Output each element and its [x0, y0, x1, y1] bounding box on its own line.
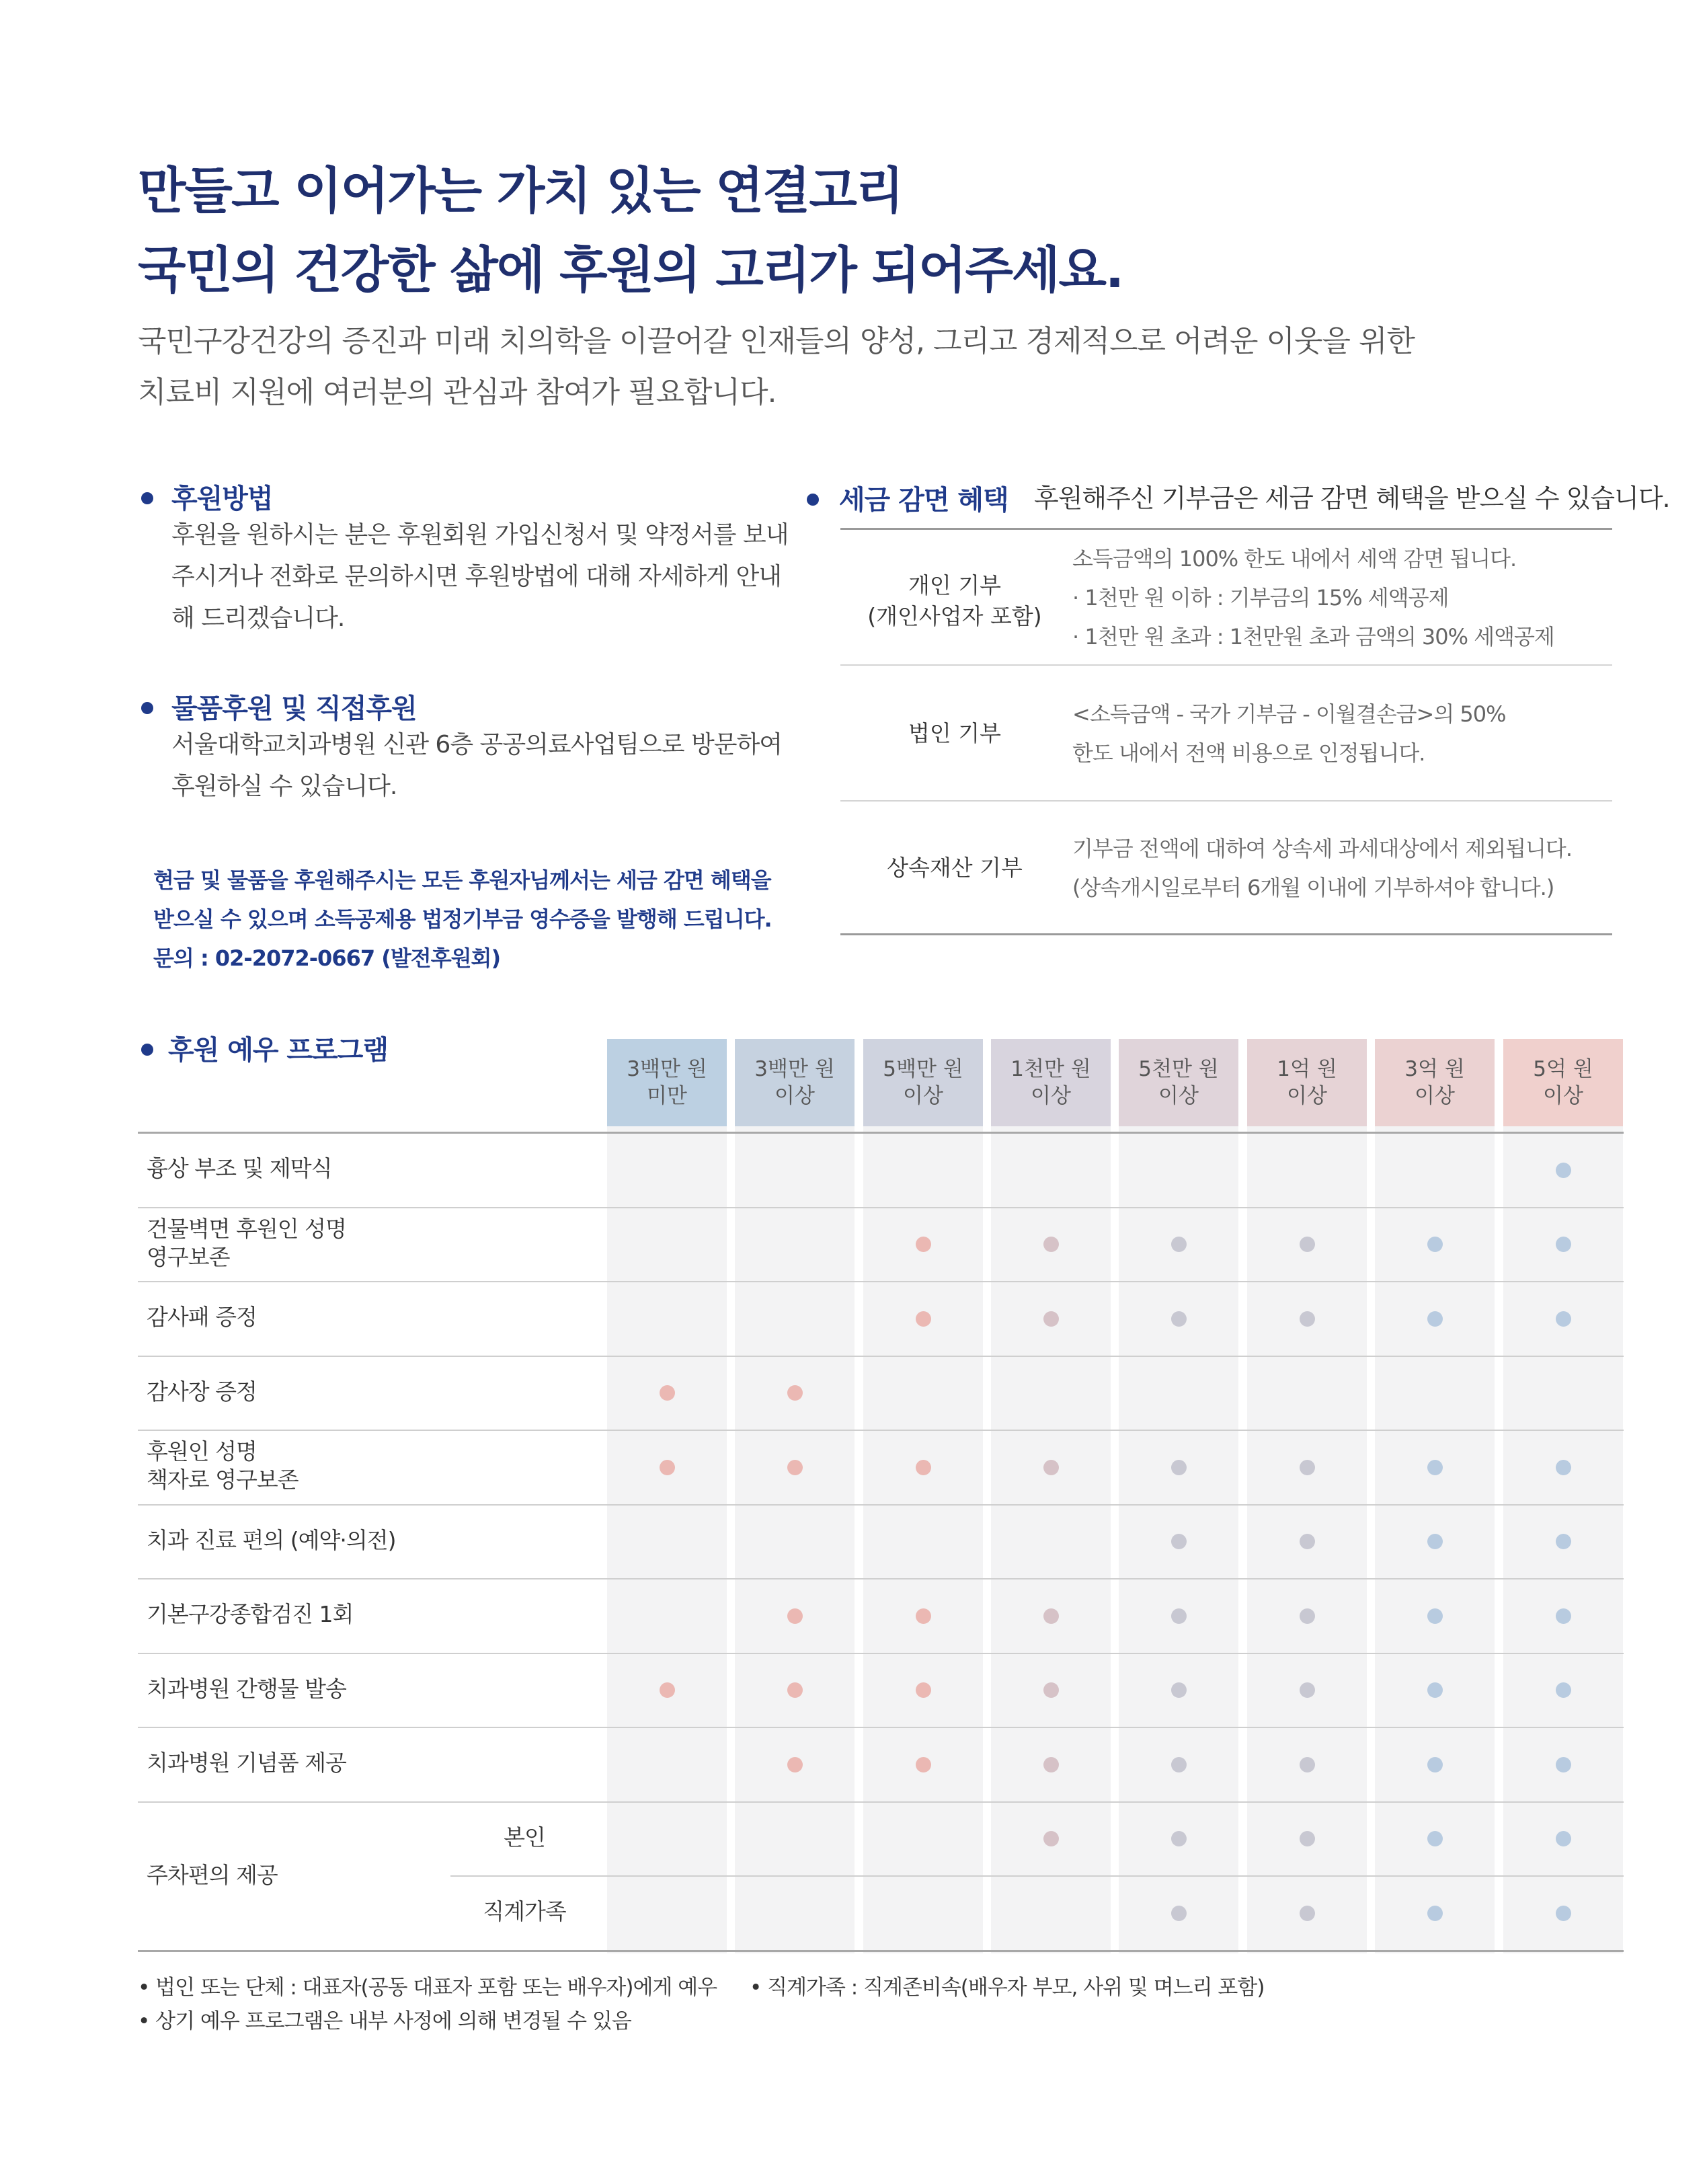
- intro-line-1: 국민구강건강의 증진과 미래 치의학을 이끌어갈 인재들의 양성, 그리고 경제적으로 어려운 이웃을 위한: [138, 324, 1415, 358]
- tax-desc-line: · 1천만 원 초과 : 1천만원 초과 금액의 30% 세액공제: [1072, 624, 1554, 650]
- tier-header-text: [627, 1056, 707, 1109]
- method-body: [171, 514, 789, 639]
- tax-desc-line: (상속개시일로부터 6개월 이내에 기부하셔야 합니다.): [1072, 875, 1554, 900]
- footnote-1: • 법인 또는 단체 : 대표자(공동 대표자 포함 또는 배우자)에게 예우: [138, 1976, 717, 2000]
- benefit-dot-marker: [1043, 1682, 1059, 1698]
- table-row-divider: [138, 1356, 1624, 1357]
- tax-desc-line: 소득금액의 100% 한도 내에서 세액 감면 됩니다.: [1072, 546, 1517, 572]
- benefit-row-label: [147, 1155, 332, 1183]
- tax-row-divider: [840, 664, 1612, 666]
- benefit-row-label: [147, 1303, 257, 1331]
- benefit-dot-marker: [1427, 1608, 1443, 1624]
- benefit-dot-marker: [1556, 1906, 1571, 1921]
- tier-header: [1503, 1039, 1623, 1126]
- benefit-row-label: [147, 1749, 346, 1777]
- tier-header: [607, 1039, 727, 1126]
- program-table-top-rule: [138, 1132, 1624, 1134]
- tax-desc-line: 기부금 전액에 대하여 상속세 과세대상에서 제외됩니다.: [1072, 836, 1573, 861]
- method-title: 후원방법: [171, 483, 273, 514]
- benefit-dot-marker: [1171, 1534, 1187, 1549]
- benefit-dot-marker: [916, 1311, 931, 1327]
- benefit-dot-marker: [1300, 1311, 1315, 1327]
- benefit-dot-marker: [1043, 1831, 1059, 1846]
- benefit-label-line: 감사패 증정: [147, 1304, 257, 1331]
- tier-header: [863, 1039, 983, 1126]
- benefit-dot-marker: [916, 1757, 931, 1772]
- bullet-icon: [141, 1044, 153, 1056]
- tier-header-text: [1277, 1056, 1337, 1109]
- parking-sub-text: 직계가족: [483, 1898, 566, 1925]
- benefit-dot-marker: [787, 1608, 803, 1624]
- benefit-dot-marker: [1171, 1831, 1187, 1846]
- tax-label-line: 개인 기부: [908, 572, 1001, 598]
- tier-header-text: [883, 1056, 963, 1109]
- benefit-dot-marker: [1171, 1237, 1187, 1252]
- footnote-2: • 직계가족 : 직계존비속(배우자 부모, 사위 및 며느리 포함): [750, 1976, 1265, 2000]
- benefit-dot-marker: [1556, 1534, 1571, 1549]
- benefit-dot-marker: [1043, 1311, 1059, 1327]
- benefit-dot-marker: [1556, 1237, 1571, 1252]
- tier-qualifier: 이상: [1031, 1084, 1071, 1108]
- table-row-divider: [138, 1430, 1624, 1431]
- benefit-dot-marker: [1556, 1311, 1571, 1327]
- benefit-dot-marker: [1300, 1534, 1315, 1549]
- tax-table-bottom-rule: [840, 933, 1612, 935]
- program-title: 후원 예우 프로그램: [168, 1035, 388, 1066]
- tier-amount: 1억 원: [1277, 1057, 1337, 1081]
- tier-qualifier: 이상: [903, 1084, 943, 1108]
- benefit-dot-marker: [1556, 1682, 1571, 1698]
- tier-amount: 5천만 원: [1138, 1057, 1219, 1081]
- benefit-label-line: 감사장 증정: [147, 1378, 257, 1405]
- tier-qualifier: 이상: [775, 1084, 815, 1108]
- benefit-label-line: 흉상 부조 및 제막식: [147, 1155, 332, 1182]
- tier-header-text: [1010, 1056, 1090, 1109]
- tax-label-line: 법인 기부: [908, 720, 1001, 746]
- benefit-dot-marker: [1043, 1757, 1059, 1772]
- tier-header-text: [1138, 1056, 1218, 1109]
- goods-line-2: 후원하실 수 있습니다.: [171, 773, 397, 800]
- tax-row-inheritance-label: [840, 853, 1069, 884]
- tier-amount: 3백만 원: [754, 1057, 835, 1081]
- benefit-dot-marker: [1556, 1831, 1571, 1846]
- benefit-dot-marker: [916, 1237, 931, 1252]
- goods-title: 물품후원 및 직접후원: [171, 693, 417, 724]
- benefit-row-label: [147, 1378, 257, 1406]
- tier-amount: 5억 원: [1533, 1057, 1593, 1081]
- tax-table-top-rule: [840, 528, 1612, 530]
- tier-amount: 5백만 원: [883, 1057, 963, 1081]
- benefit-dot-marker: [660, 1682, 675, 1698]
- tax-label-line: (개인사업자 포함): [867, 603, 1042, 629]
- benefit-dot-marker: [1427, 1460, 1443, 1475]
- tier-column-bg: [863, 1039, 983, 1953]
- benefit-dot-marker: [1556, 1608, 1571, 1624]
- parking-sub-text: 본인: [504, 1824, 545, 1850]
- benefit-label-line: 치과 진료 편의 (예약·의전): [147, 1526, 396, 1553]
- benefit-dot-marker: [1427, 1534, 1443, 1549]
- table-row-divider: [138, 1207, 1624, 1208]
- benefit-label-line: 후원인 성명: [147, 1438, 257, 1465]
- benefit-row-label: [147, 1215, 346, 1272]
- benefit-dot-marker: [1427, 1757, 1443, 1772]
- footnote-3: • 상기 예우 프로그램은 내부 사정에 의해 변경될 수 있음: [138, 2009, 631, 2033]
- method-line-2: 주시거나 전화로 문의하시면 후원방법에 대해 자세하게 안내: [171, 563, 782, 590]
- benefit-dot-marker: [1427, 1831, 1443, 1846]
- benefit-dot-marker: [1171, 1460, 1187, 1475]
- benefit-row-label: [147, 1438, 299, 1494]
- tax-row-personal-label: [840, 570, 1069, 632]
- benefit-dot-marker: [1043, 1237, 1059, 1252]
- tier-qualifier: 미만: [647, 1084, 687, 1108]
- tier-column-bg: [1119, 1039, 1238, 1953]
- tier-header: [1247, 1039, 1367, 1126]
- benefit-dot-marker: [787, 1460, 803, 1475]
- benefit-dot-marker: [1171, 1311, 1187, 1327]
- benefit-label-line: 책자로 영구보존: [147, 1467, 299, 1493]
- program-table-bottom-rule: [138, 1950, 1624, 1952]
- table-row-divider: [138, 1578, 1624, 1580]
- bullet-icon: [141, 492, 153, 504]
- benefit-dot-marker: [1043, 1608, 1059, 1624]
- headline-line-1: 만들고 이어가는 가치 있는 연결고리: [138, 162, 903, 220]
- table-row-divider: [138, 1727, 1624, 1728]
- tax-desc-line: · 1천만 원 이하 : 기부금의 15% 세액공제: [1072, 585, 1449, 611]
- tier-qualifier: 이상: [1543, 1084, 1583, 1108]
- benefit-dot-marker: [1300, 1682, 1315, 1698]
- tier-column-bg: [735, 1039, 855, 1953]
- benefit-dot-marker: [1300, 1831, 1315, 1846]
- tier-amount: 1천만 원: [1010, 1057, 1091, 1081]
- benefit-dot-marker: [787, 1682, 803, 1698]
- benefit-dot-marker: [1300, 1460, 1315, 1475]
- parking-sub-label: [457, 1898, 592, 1926]
- benefit-dot-marker: [1171, 1608, 1187, 1624]
- intro-text: [138, 316, 1415, 418]
- benefit-row-label: [147, 1600, 353, 1629]
- benefit-dot-marker: [1171, 1906, 1187, 1921]
- tax-subtitle: 후원해주신 기부금은 세금 감면 혜택을 받으실 수 있습니다.: [1034, 483, 1670, 513]
- benefit-dot-marker: [1171, 1682, 1187, 1698]
- benefit-dot-marker: [1043, 1460, 1059, 1475]
- tier-qualifier: 이상: [1415, 1084, 1455, 1108]
- tier-header: [1375, 1039, 1495, 1126]
- tax-row-personal-desc: [1072, 539, 1554, 656]
- tier-header-text: [754, 1056, 834, 1109]
- tier-column-bg: [1247, 1039, 1367, 1953]
- benefit-label-line: 치과병원 간행물 발송: [147, 1675, 346, 1702]
- benefit-dot-marker: [1300, 1757, 1315, 1772]
- benefit-dot-marker: [916, 1460, 931, 1475]
- tax-desc-line: 한도 내에서 전액 비용으로 인정됩니다.: [1072, 740, 1425, 766]
- benefit-row-label: [147, 1526, 396, 1555]
- table-row-divider: [138, 1281, 1624, 1282]
- benefit-dot-marker: [1427, 1311, 1443, 1327]
- bullet-icon: [807, 494, 819, 506]
- note-line-1: 현금 및 물품을 후원해주시는 모든 후원자님께서는 세금 감면 혜택을: [153, 867, 771, 893]
- benefit-row-label: [147, 1675, 346, 1703]
- benefit-dot-marker: [916, 1682, 931, 1698]
- headline-line-2: 국민의 건강한 삶에 후원의 고리가 되어주세요.: [138, 241, 1123, 299]
- goods-body: [171, 724, 782, 808]
- tier-header: [735, 1039, 855, 1126]
- parking-row-label: [147, 1861, 278, 1889]
- benefit-dot-marker: [1300, 1906, 1315, 1921]
- benefit-label-line: 기본구강종합검진 1회: [147, 1601, 354, 1628]
- benefit-dot-marker: [916, 1608, 931, 1624]
- benefit-dot-marker: [1427, 1682, 1443, 1698]
- benefit-label-line: 치과병원 기념품 제공: [147, 1750, 346, 1777]
- table-row-divider: [138, 1801, 1624, 1803]
- tier-header: [991, 1039, 1111, 1126]
- benefit-dot-marker: [660, 1385, 675, 1401]
- note-line-2: 받으실 수 있으며 소득공제용 법정기부금 영수증을 발행해 드립니다.: [153, 906, 772, 932]
- tier-qualifier: 이상: [1287, 1084, 1327, 1108]
- benefit-label-line: 영구보존: [147, 1243, 230, 1270]
- tax-label-line: 상속재산 기부: [887, 855, 1023, 881]
- parking-sub-divider: [450, 1875, 1624, 1877]
- tax-note: [153, 861, 772, 978]
- benefit-dot-marker: [787, 1385, 803, 1401]
- note-line-3: 문의 : 02-2072-0667 (발전후원회): [153, 945, 501, 971]
- benefit-dot-marker: [1300, 1608, 1315, 1624]
- benefit-dot-marker: [1556, 1757, 1571, 1772]
- tier-column-bg: [1375, 1039, 1495, 1953]
- tax-title: 세금 감면 혜택: [839, 485, 1008, 516]
- tier-qualifier: 이상: [1158, 1084, 1199, 1108]
- method-line-3: 해 드리겠습니다.: [171, 604, 345, 632]
- parking-label-text: 주차편의 제공: [147, 1862, 278, 1888]
- tax-row-inheritance-desc: [1072, 829, 1572, 907]
- tier-amount: 3억 원: [1404, 1057, 1465, 1081]
- tax-desc-line: <소득금액 - 국가 기부금 - 이월결손금>의 50%: [1072, 701, 1506, 727]
- tier-amount: 3백만 원: [627, 1057, 707, 1081]
- benefit-dot-marker: [660, 1460, 675, 1475]
- tax-row-divider: [840, 800, 1612, 802]
- tier-header-text: [1404, 1056, 1464, 1109]
- intro-line-2: 치료비 지원에 여러분의 관심과 참여가 필요합니다.: [138, 375, 777, 410]
- tier-column-bg: [991, 1039, 1111, 1953]
- page-headline: [138, 151, 1123, 310]
- goods-line-1: 서울대학교치과병원 신관 6층 공공의료사업팀으로 방문하여: [171, 731, 783, 758]
- benefit-dot-marker: [787, 1757, 803, 1772]
- benefit-dot-marker: [1427, 1906, 1443, 1921]
- parking-sub-label: [457, 1824, 592, 1852]
- benefit-dot-marker: [1556, 1460, 1571, 1475]
- method-line-1: 후원을 원하시는 분은 후원회원 가입신청서 및 약정서를 보내: [171, 521, 789, 549]
- benefit-dot-marker: [1427, 1237, 1443, 1252]
- benefit-dot-marker: [1556, 1163, 1571, 1178]
- benefit-dot-marker: [1300, 1237, 1315, 1252]
- tier-header: [1119, 1039, 1238, 1126]
- table-row-divider: [138, 1653, 1624, 1654]
- benefit-label-line: 건물벽면 후원인 성명: [147, 1215, 346, 1242]
- bullet-icon: [141, 702, 153, 714]
- tax-row-corporate-label: [840, 718, 1069, 749]
- benefit-dot-marker: [1171, 1757, 1187, 1772]
- tier-column-bg: [607, 1039, 727, 1953]
- tier-header-text: [1533, 1056, 1593, 1109]
- tax-row-corporate-desc: [1072, 695, 1506, 773]
- table-row-divider: [138, 1504, 1624, 1506]
